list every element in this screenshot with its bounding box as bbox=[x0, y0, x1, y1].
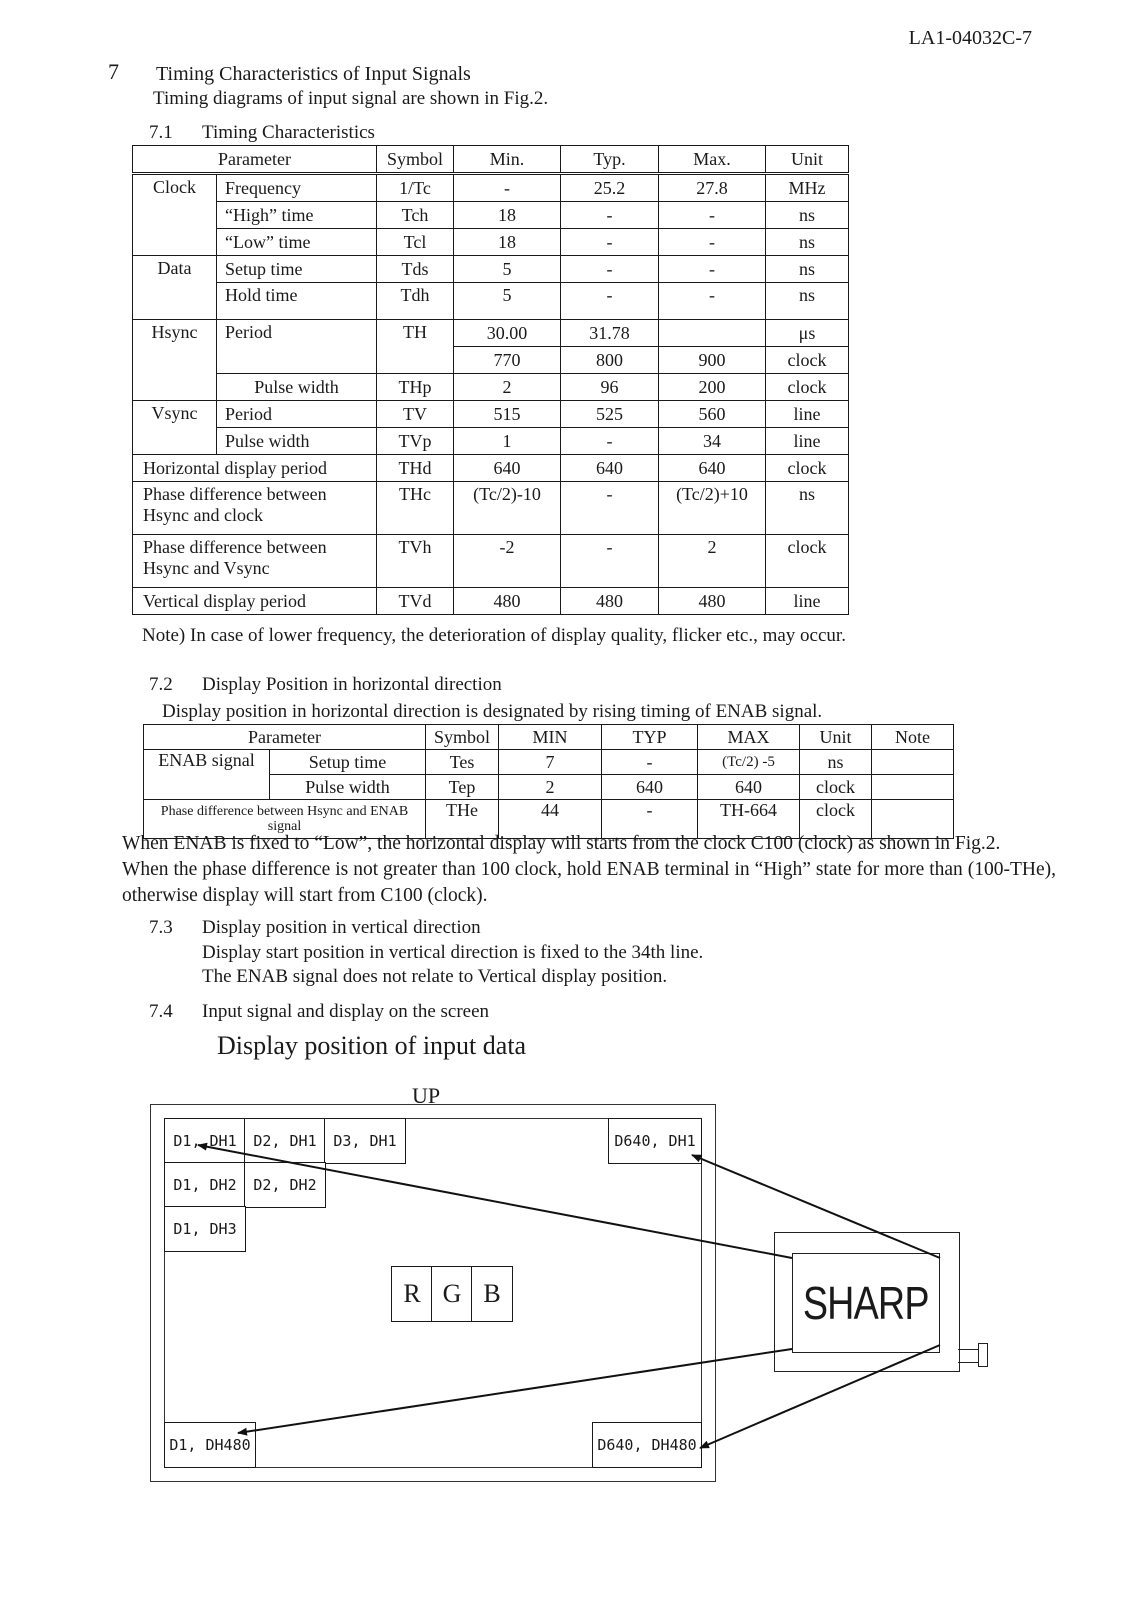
typ-cell: - bbox=[602, 800, 698, 839]
typ-cell: - bbox=[561, 482, 659, 535]
min-cell: 44 bbox=[499, 800, 602, 839]
max-cell: 560 bbox=[659, 401, 766, 428]
param-cell: Setup time bbox=[217, 256, 377, 283]
symbol-cell: TVh bbox=[377, 535, 454, 588]
paragraph: Display start position in vertical direction is fixed to the 34th line. bbox=[202, 942, 704, 963]
header-cell: MIN bbox=[499, 725, 602, 750]
unit-cell: ns bbox=[766, 229, 849, 256]
group-label-vsync: Vsync bbox=[133, 401, 217, 455]
typ-cell: - bbox=[561, 283, 659, 320]
unit-cell: MHz bbox=[766, 174, 849, 202]
header-cell: Symbol bbox=[377, 146, 454, 174]
cell-label: D2, DH2 bbox=[253, 1176, 317, 1194]
param-cell: Pulse width bbox=[270, 775, 426, 800]
max-cell: - bbox=[659, 229, 766, 256]
unit-cell: line bbox=[766, 401, 849, 428]
param-cell: Period bbox=[217, 320, 377, 374]
typ-cell: 31.78 bbox=[561, 320, 659, 347]
unit-cell: clock bbox=[766, 374, 849, 401]
typ-cell: 480 bbox=[561, 588, 659, 615]
min-cell: 515 bbox=[454, 401, 561, 428]
min-cell: 18 bbox=[454, 202, 561, 229]
group-label-data: Data bbox=[133, 256, 217, 320]
document-id: LA1-04032C-7 bbox=[908, 27, 1032, 49]
min-cell: 480 bbox=[454, 588, 561, 615]
arrow-to-d640-dh480 bbox=[700, 1345, 940, 1448]
cell-label: D640, DH1 bbox=[614, 1132, 696, 1150]
min-cell: 2 bbox=[499, 775, 602, 800]
subsection-number: 7.4 bbox=[149, 1001, 173, 1022]
cell-label: D3, DH1 bbox=[333, 1132, 397, 1150]
typ-cell: - bbox=[561, 428, 659, 455]
unit-cell: clock bbox=[766, 455, 849, 482]
header-cell: Min. bbox=[454, 146, 561, 174]
subsection-intro: Display position in horizontal direction is designated by rising timing of ENAB signal. bbox=[162, 701, 823, 722]
cell-label: D2, DH1 bbox=[253, 1132, 317, 1150]
max-cell: 27.8 bbox=[659, 174, 766, 202]
max-cell: 480 bbox=[659, 588, 766, 615]
param-cell: Phase difference between Hsync and clock bbox=[133, 482, 377, 535]
subsection-number: 7.2 bbox=[149, 674, 173, 695]
min-cell: -2 bbox=[454, 535, 561, 588]
unit-cell: μs bbox=[766, 320, 849, 347]
section-title: Timing Characteristics of Input Signals bbox=[156, 63, 471, 85]
cell-label: D1, DH480 bbox=[169, 1436, 251, 1454]
param-cell: Vertical display period bbox=[133, 588, 377, 615]
typ-cell: - bbox=[561, 535, 659, 588]
unit-cell: clock bbox=[800, 800, 872, 839]
figure-title: Display position of input data bbox=[217, 1031, 527, 1060]
paragraph: When ENAB is fixed to “Low”, the horizontal display will starts from the clock C100 (clock) as shown in Fig.2. bbox=[122, 833, 1001, 854]
param-cell: Horizontal display period bbox=[133, 455, 377, 482]
unit-cell: ns bbox=[766, 283, 849, 320]
subsection-title: Display position in vertical direction bbox=[202, 917, 481, 938]
arrow-to-d640-dh1 bbox=[692, 1155, 940, 1258]
section-number: 7 bbox=[108, 59, 119, 84]
param-cell: “Low” time bbox=[217, 229, 377, 256]
header-cell: MAX bbox=[698, 725, 800, 750]
typ-cell: 96 bbox=[561, 374, 659, 401]
unit-cell: ns bbox=[766, 482, 849, 535]
table-note: Note) In case of lower frequency, the deterioration of display quality, flicker etc., may occur. bbox=[142, 625, 846, 646]
paragraph: The ENAB signal does not relate to Vertical display position. bbox=[202, 966, 668, 987]
symbol-cell: 1/Tc bbox=[377, 174, 454, 202]
max-cell: 900 bbox=[659, 347, 766, 374]
cell-label: D1, DH3 bbox=[173, 1220, 237, 1238]
max-cell: 640 bbox=[698, 775, 800, 800]
typ-cell: - bbox=[561, 202, 659, 229]
max-cell: - bbox=[659, 202, 766, 229]
symbol-cell: Tdh bbox=[377, 283, 454, 320]
unit-cell: line bbox=[766, 428, 849, 455]
min-cell: 1 bbox=[454, 428, 561, 455]
min-cell: 18 bbox=[454, 229, 561, 256]
group-label-enab: ENAB signal bbox=[144, 750, 270, 800]
up-label: UP bbox=[412, 1083, 441, 1108]
symbol-cell: THd bbox=[377, 455, 454, 482]
max-cell: - bbox=[659, 256, 766, 283]
subsection-title: Timing Characteristics bbox=[202, 122, 375, 143]
typ-cell: 640 bbox=[561, 455, 659, 482]
cell-label: D640, DH480 bbox=[597, 1436, 697, 1454]
min-cell: 5 bbox=[454, 283, 561, 320]
max-cell: - bbox=[659, 283, 766, 320]
min-cell: 30.00 bbox=[454, 320, 561, 347]
param-cell: Period bbox=[217, 401, 377, 428]
unit-cell: line bbox=[766, 588, 849, 615]
unit-cell: ns bbox=[766, 256, 849, 283]
section-intro: Timing diagrams of input signal are shown in Fig.2. bbox=[153, 88, 549, 109]
group-label-clock: Clock bbox=[133, 174, 217, 256]
header-cell: Parameter bbox=[144, 725, 426, 750]
arrow-to-d1-dh1 bbox=[198, 1145, 792, 1258]
header-cell: TYP bbox=[602, 725, 698, 750]
group-label-hsync: Hsync bbox=[133, 320, 217, 401]
sharp-logo: SHARP bbox=[803, 1277, 929, 1329]
min-cell: - bbox=[454, 174, 561, 202]
symbol-cell: Tcl bbox=[377, 229, 454, 256]
symbol-cell: TH bbox=[377, 320, 454, 374]
cell-label: D1, DH2 bbox=[173, 1176, 237, 1194]
max-cell: (Tc/2) -5 bbox=[698, 750, 800, 775]
min-cell: 770 bbox=[454, 347, 561, 374]
symbol-cell: Tch bbox=[377, 202, 454, 229]
param-cell: Phase difference between Hsync and ENAB signal bbox=[144, 800, 426, 839]
max-cell: 200 bbox=[659, 374, 766, 401]
param-cell: Hold time bbox=[217, 283, 377, 320]
min-cell: 7 bbox=[499, 750, 602, 775]
arrow-to-d1-dh480 bbox=[238, 1349, 792, 1433]
typ-cell: - bbox=[602, 750, 698, 775]
min-cell: 5 bbox=[454, 256, 561, 283]
symbol-cell: THe bbox=[426, 800, 499, 839]
param-cell: Phase difference between Hsync and Vsync bbox=[133, 535, 377, 588]
typ-cell: 640 bbox=[602, 775, 698, 800]
symbol-cell: TV bbox=[377, 401, 454, 428]
subsection-title: Input signal and display on the screen bbox=[202, 1001, 490, 1022]
symbol-cell: Tds bbox=[377, 256, 454, 283]
max-cell: 640 bbox=[659, 455, 766, 482]
subsection-number: 7.3 bbox=[149, 917, 173, 938]
header-cell: Note bbox=[872, 725, 954, 750]
min-cell: 640 bbox=[454, 455, 561, 482]
symbol-cell: TVp bbox=[377, 428, 454, 455]
symbol-cell: THc bbox=[377, 482, 454, 535]
typ-cell: 800 bbox=[561, 347, 659, 374]
max-cell: TH-664 bbox=[698, 800, 800, 839]
header-cell: Parameter bbox=[133, 146, 377, 174]
param-cell: Pulse width bbox=[217, 374, 377, 401]
typ-cell: - bbox=[561, 229, 659, 256]
typ-cell: 25.2 bbox=[561, 174, 659, 202]
header-cell: Max. bbox=[659, 146, 766, 174]
max-cell: (Tc/2)+10 bbox=[659, 482, 766, 535]
subpixel-label: R bbox=[403, 1279, 421, 1308]
subpixel-label: B bbox=[483, 1279, 501, 1308]
paragraph: When the phase difference is not greater than 100 clock, hold ENAB terminal in “High” state for more than (100-THe), otherwise display will start from C100 (clock). bbox=[122, 859, 1056, 906]
typ-cell: 525 bbox=[561, 401, 659, 428]
symbol-cell: Tep bbox=[426, 775, 499, 800]
unit-cell: clock bbox=[766, 347, 849, 374]
symbol-cell: THp bbox=[377, 374, 454, 401]
unit-cell: clock bbox=[800, 775, 872, 800]
min-cell: (Tc/2)-10 bbox=[454, 482, 561, 535]
unit-cell: ns bbox=[800, 750, 872, 775]
param-cell: Setup time bbox=[270, 750, 426, 775]
header-cell: Unit bbox=[800, 725, 872, 750]
subpixel-label: G bbox=[442, 1279, 462, 1308]
subsection-title: Display Position in horizontal direction bbox=[202, 674, 502, 695]
symbol-cell: TVd bbox=[377, 588, 454, 615]
max-cell: 2 bbox=[659, 535, 766, 588]
max-cell: 34 bbox=[659, 428, 766, 455]
unit-cell: ns bbox=[766, 202, 849, 229]
header-cell: Unit bbox=[766, 146, 849, 174]
cell-label: D1, DH1 bbox=[173, 1132, 237, 1150]
param-cell: Pulse width bbox=[217, 428, 377, 455]
header-cell: Symbol bbox=[426, 725, 499, 750]
min-cell: 2 bbox=[454, 374, 561, 401]
param-cell: Frequency bbox=[217, 174, 377, 202]
unit-cell: clock bbox=[766, 535, 849, 588]
subsection-number: 7.1 bbox=[149, 122, 173, 143]
symbol-cell: Tes bbox=[426, 750, 499, 775]
typ-cell: - bbox=[561, 256, 659, 283]
param-cell: “High” time bbox=[217, 202, 377, 229]
header-cell: Typ. bbox=[561, 146, 659, 174]
